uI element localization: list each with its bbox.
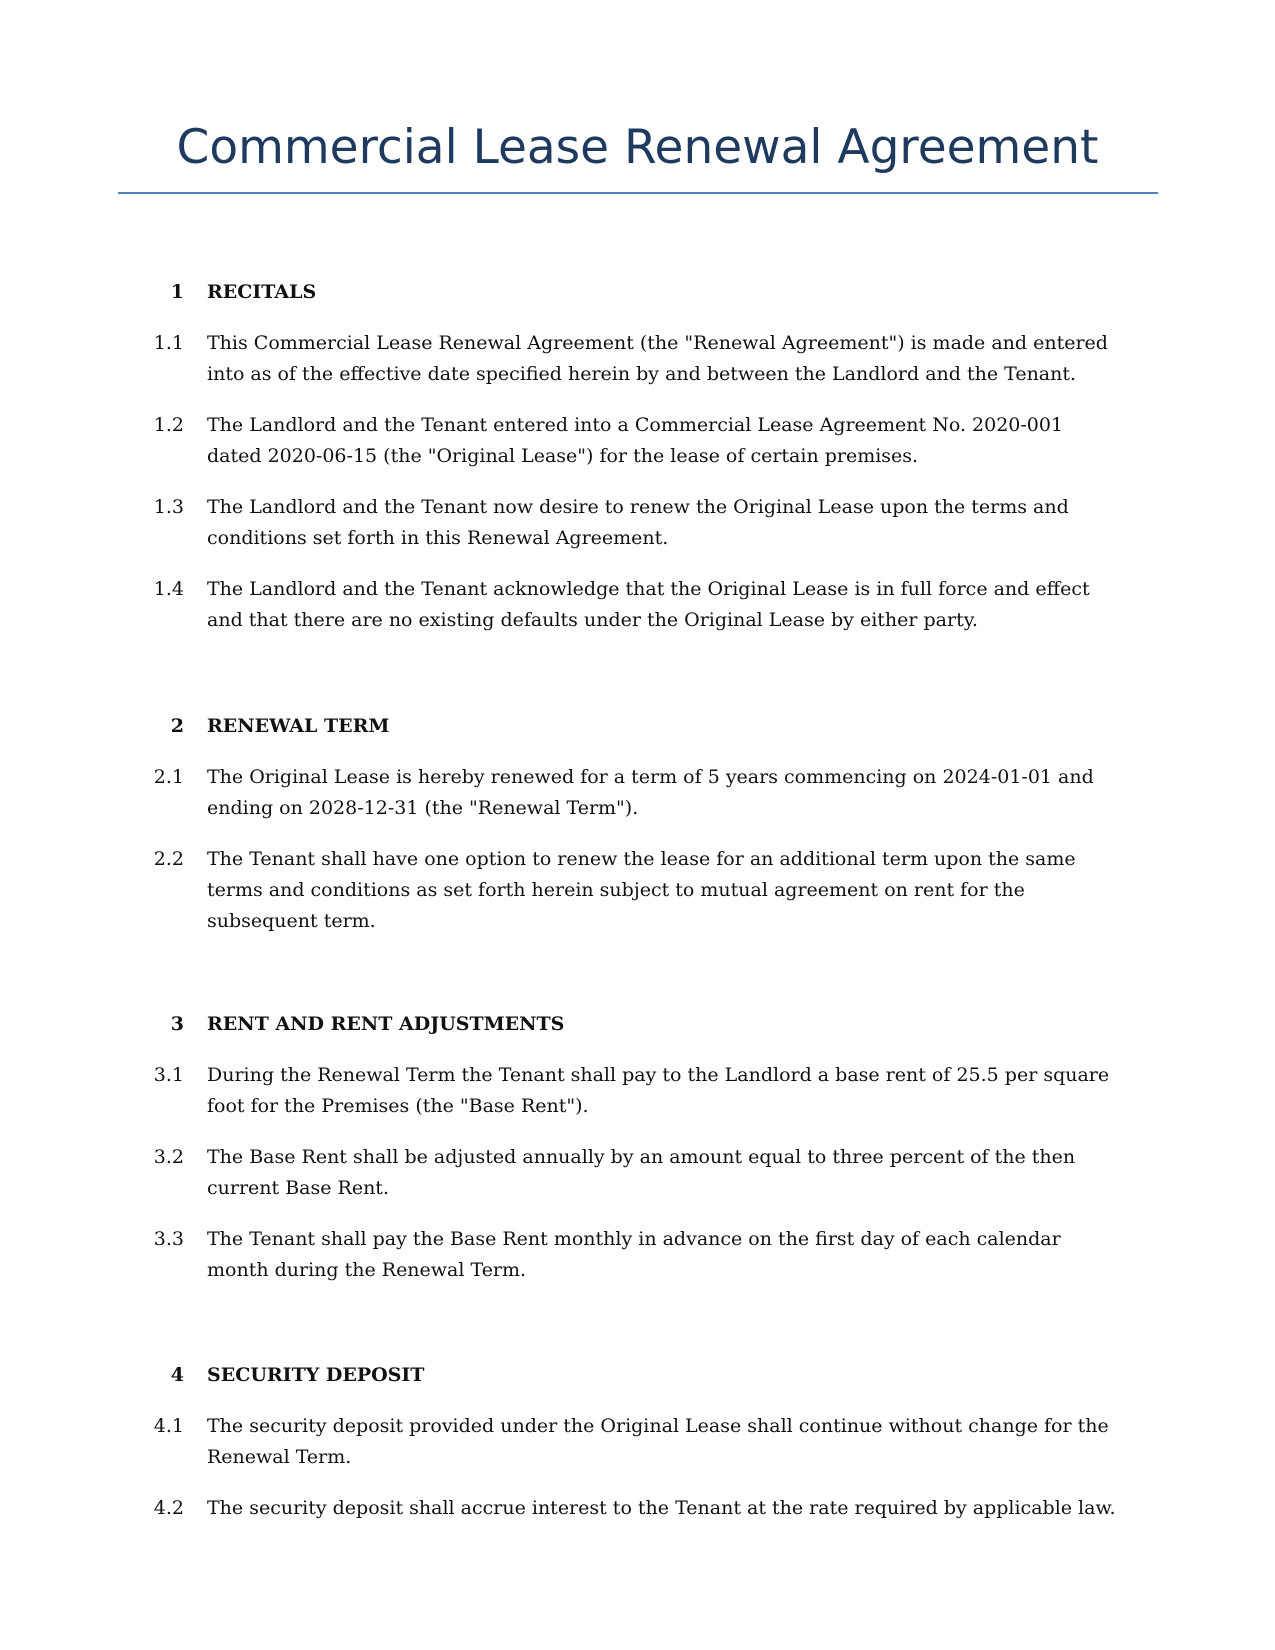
document-title: Commercial Lease Renewal Agreement bbox=[176, 120, 1099, 175]
clause-4-2 bbox=[0, 1493, 1275, 1524]
section-heading bbox=[0, 1008, 1275, 1040]
section-number: 2 bbox=[170, 715, 184, 737]
clause-2-1 bbox=[0, 762, 1275, 824]
clause-3-3 bbox=[0, 1224, 1275, 1286]
section-recitals bbox=[0, 276, 1275, 636]
clause-text: The Tenant shall have one option to renew the lease for an additional term upon the same terms and conditions as set forth herein subject to mutual agreement on rent for the subsequent term. bbox=[207, 848, 1076, 932]
clause-2-2 bbox=[0, 844, 1275, 937]
clause-number: 4.1 bbox=[153, 1415, 184, 1437]
clause-number: 3.2 bbox=[153, 1146, 184, 1168]
section-security-deposit bbox=[0, 1359, 1275, 1524]
title-underline bbox=[118, 192, 1158, 194]
section-heading bbox=[0, 276, 1275, 308]
clause-number: 1.4 bbox=[153, 578, 184, 600]
section-title: RECITALS bbox=[207, 281, 317, 303]
clause-text: The security deposit shall accrue interest to the Tenant at the rate required by applicable law. bbox=[207, 1497, 1116, 1519]
clause-number: 3.3 bbox=[153, 1228, 184, 1250]
clause-text: This Commercial Lease Renewal Agreement (the "Renewal Agreement") is made and entered into as of the effective date specified herein by and between the Landlord and the Tenant. bbox=[207, 332, 1108, 385]
section-number: 3 bbox=[170, 1013, 184, 1035]
section-number: 4 bbox=[170, 1364, 184, 1386]
clause-number: 2.1 bbox=[153, 766, 184, 788]
clause-3-1 bbox=[0, 1060, 1275, 1122]
clause-number: 1.1 bbox=[153, 332, 184, 354]
clause-text: The Landlord and the Tenant entered into a Commercial Lease Agreement No. 2020-001 dated 2020-06-15 (the "Original Lease") for the lease of certain premises. bbox=[207, 414, 1064, 467]
section-heading bbox=[0, 1359, 1275, 1391]
clause-3-2 bbox=[0, 1142, 1275, 1204]
clause-1-1 bbox=[0, 328, 1275, 390]
clause-text: The Tenant shall pay the Base Rent monthly in advance on the first day of each calendar month during the Renewal Term. bbox=[207, 1228, 1061, 1281]
section-title: RENT AND RENT ADJUSTMENTS bbox=[207, 1013, 565, 1035]
clause-4-1 bbox=[0, 1411, 1275, 1473]
clause-number: 1.2 bbox=[153, 414, 184, 436]
clause-text: The Landlord and the Tenant now desire to renew the Original Lease upon the terms and conditions set forth in this Renewal Agreement. bbox=[207, 496, 1069, 549]
clause-1-3 bbox=[0, 492, 1275, 554]
clause-number: 4.2 bbox=[153, 1497, 184, 1519]
clause-text: The Base Rent shall be adjusted annually by an amount equal to three percent of the then current Base Rent. bbox=[207, 1146, 1076, 1199]
clause-number: 3.1 bbox=[153, 1064, 184, 1086]
clause-text: The security deposit provided under the Original Lease shall continue without change for the Renewal Term. bbox=[207, 1415, 1109, 1468]
section-heading bbox=[0, 710, 1275, 742]
clause-1-2 bbox=[0, 410, 1275, 472]
section-renewal-term bbox=[0, 710, 1275, 937]
section-rent-adjustments bbox=[0, 1008, 1275, 1286]
clause-text: The Original Lease is hereby renewed for a term of 5 years commencing on 2024-01-01 and ending on 2028-12-31 (the "Renewal Term"). bbox=[207, 766, 1094, 819]
clause-text: During the Renewal Term the Tenant shall pay to the Landlord a base rent of 25.5 per square foot for the Premises (the "Base Rent"). bbox=[207, 1064, 1110, 1117]
section-title: SECURITY DEPOSIT bbox=[207, 1364, 425, 1386]
clause-number: 2.2 bbox=[153, 848, 184, 870]
section-number: 1 bbox=[170, 281, 184, 303]
clause-text: The Landlord and the Tenant acknowledge that the Original Lease is in full force and effect and that there are no existing defaults under the Original Lease by either party. bbox=[207, 578, 1090, 631]
clause-1-4 bbox=[0, 574, 1275, 636]
clause-number: 1.3 bbox=[153, 496, 184, 518]
section-title: RENEWAL TERM bbox=[207, 715, 390, 737]
